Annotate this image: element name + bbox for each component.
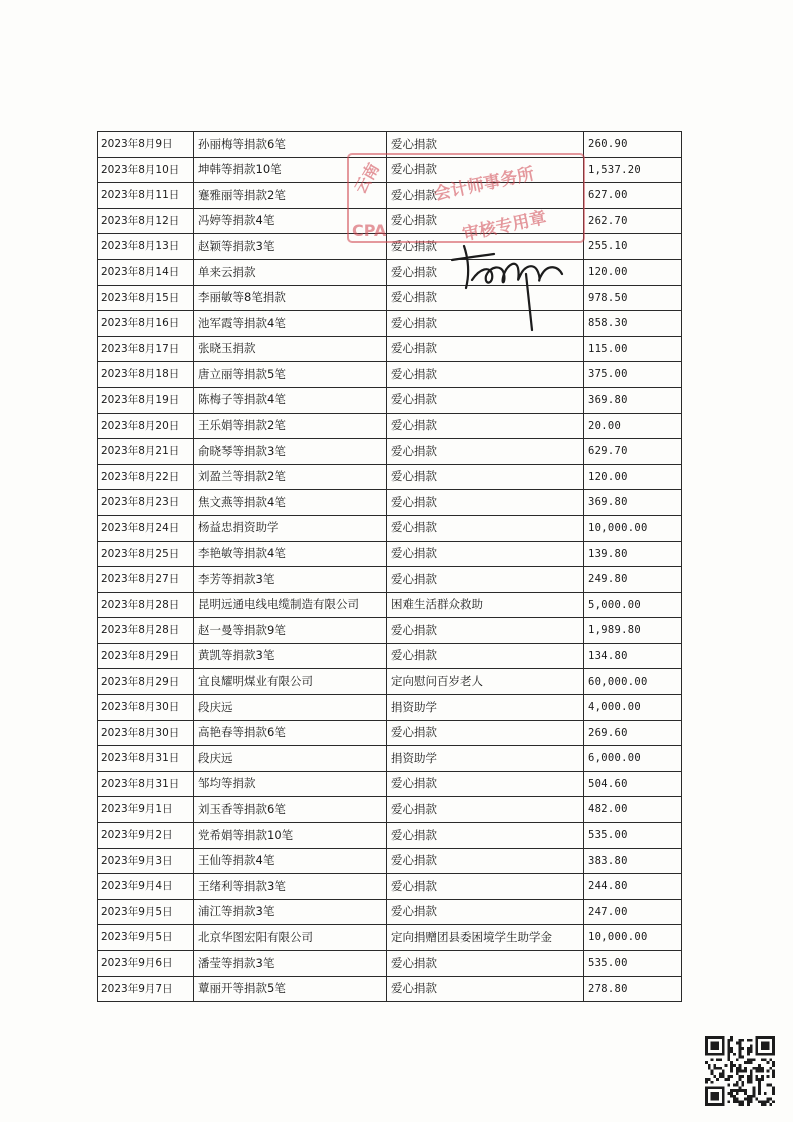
amount-cell: 249.80	[584, 567, 682, 593]
purpose-cell: 爱心捐款	[387, 951, 584, 977]
purpose-cell: 爱心捐款	[387, 336, 584, 362]
date-cell: 2023年8月12日	[98, 208, 194, 234]
table-row	[98, 259, 682, 285]
table-row	[98, 951, 682, 977]
amount-cell: 262.70	[584, 208, 682, 234]
table-row	[98, 515, 682, 541]
amount-cell: 369.80	[584, 387, 682, 413]
amount-cell: 255.10	[584, 234, 682, 260]
date-cell: 2023年8月18日	[98, 362, 194, 388]
table-row	[98, 157, 682, 183]
purpose-cell: 爱心捐款	[387, 643, 584, 669]
date-cell: 2023年8月21日	[98, 439, 194, 465]
purpose-cell: 爱心捐款	[387, 720, 584, 746]
amount-cell: 269.60	[584, 720, 682, 746]
purpose-cell: 捐资助学	[387, 746, 584, 772]
table-row	[98, 695, 682, 721]
purpose-cell: 爱心捐款	[387, 874, 584, 900]
amount-cell: 6,000.00	[584, 746, 682, 772]
table-row	[98, 848, 682, 874]
table-row	[98, 592, 682, 618]
donor-cell: 李丽敏等8笔捐款	[194, 285, 387, 311]
purpose-cell: 爱心捐款	[387, 541, 584, 567]
donor-cell: 张晓玉捐款	[194, 336, 387, 362]
date-cell: 2023年9月6日	[98, 951, 194, 977]
date-cell: 2023年8月29日	[98, 643, 194, 669]
purpose-cell: 爱心捐款	[387, 848, 584, 874]
stamp-text-bottom: 审核专用章	[460, 207, 549, 246]
table-row	[98, 567, 682, 593]
donor-cell: 赵一曼等捐款9笔	[194, 618, 387, 644]
donor-cell: 杨益忠捐资助学	[194, 515, 387, 541]
date-cell: 2023年8月16日	[98, 311, 194, 337]
date-cell: 2023年9月2日	[98, 823, 194, 849]
amount-cell: 629.70	[584, 439, 682, 465]
date-cell: 2023年9月7日	[98, 976, 194, 1002]
purpose-cell: 爱心捐款	[387, 899, 584, 925]
ledger-body	[98, 132, 682, 1002]
date-cell: 2023年8月13日	[98, 234, 194, 260]
amount-cell: 139.80	[584, 541, 682, 567]
amount-cell: 504.60	[584, 771, 682, 797]
donor-cell: 王乐娟等捐款2笔	[194, 413, 387, 439]
donor-cell: 坤韩等捐款10笔	[194, 157, 387, 183]
amount-cell: 4,000.00	[584, 695, 682, 721]
amount-cell: 535.00	[584, 823, 682, 849]
amount-cell: 134.80	[584, 643, 682, 669]
table-row	[98, 362, 682, 388]
donor-cell: 浦江等捐款3笔	[194, 899, 387, 925]
purpose-cell: 定向捐赠团县委困境学生助学金	[387, 925, 584, 951]
donor-cell: 王绪利等捐款3笔	[194, 874, 387, 900]
date-cell: 2023年8月24日	[98, 515, 194, 541]
table-row	[98, 976, 682, 1002]
table-row	[98, 541, 682, 567]
purpose-cell: 爱心捐款	[387, 413, 584, 439]
table-row	[98, 925, 682, 951]
donor-cell: 单来云捐款	[194, 259, 387, 285]
donor-cell: 蹇雅丽等捐款2笔	[194, 183, 387, 209]
date-cell: 2023年9月1日	[98, 797, 194, 823]
amount-cell: 115.00	[584, 336, 682, 362]
date-cell: 2023年9月4日	[98, 874, 194, 900]
purpose-cell: 爱心捐款	[387, 490, 584, 516]
purpose-cell: 爱心捐款	[387, 567, 584, 593]
table-row	[98, 643, 682, 669]
amount-cell: 375.00	[584, 362, 682, 388]
amount-cell: 482.00	[584, 797, 682, 823]
purpose-cell: 爱心捐款	[387, 464, 584, 490]
date-cell: 2023年8月28日	[98, 592, 194, 618]
purpose-cell: 爱心捐款	[387, 157, 584, 183]
date-cell: 2023年9月5日	[98, 925, 194, 951]
stamp-text-cpa: CPA	[352, 221, 387, 240]
table-row	[98, 771, 682, 797]
table-row	[98, 311, 682, 337]
table-row	[98, 439, 682, 465]
date-cell: 2023年8月9日	[98, 132, 194, 158]
amount-cell: 383.80	[584, 848, 682, 874]
donor-cell: 俞晓琴等捐款3笔	[194, 439, 387, 465]
table-row	[98, 234, 682, 260]
date-cell: 2023年8月28日	[98, 618, 194, 644]
amount-cell: 10,000.00	[584, 515, 682, 541]
donor-cell: 邹均等捐款	[194, 771, 387, 797]
amount-cell: 247.00	[584, 899, 682, 925]
donor-cell: 宜良耀明煤业有限公司	[194, 669, 387, 695]
donor-cell: 刘盈兰等捐款2笔	[194, 464, 387, 490]
date-cell: 2023年9月5日	[98, 899, 194, 925]
date-cell: 2023年8月30日	[98, 695, 194, 721]
purpose-cell: 爱心捐款	[387, 208, 584, 234]
table-row	[98, 823, 682, 849]
donor-cell: 赵颖等捐款3笔	[194, 234, 387, 260]
date-cell: 2023年8月30日	[98, 720, 194, 746]
purpose-cell: 爱心捐款	[387, 771, 584, 797]
donation-ledger-table	[97, 131, 682, 1002]
table-row	[98, 132, 682, 158]
donor-cell: 焦文燕等捐款4笔	[194, 490, 387, 516]
purpose-cell: 爱心捐款	[387, 183, 584, 209]
donor-cell: 段庆远	[194, 746, 387, 772]
donor-cell: 党希娟等捐款10笔	[194, 823, 387, 849]
table-row	[98, 183, 682, 209]
amount-cell: 858.30	[584, 311, 682, 337]
donor-cell: 池军霞等捐款4笔	[194, 311, 387, 337]
date-cell: 2023年8月25日	[98, 541, 194, 567]
amount-cell: 535.00	[584, 951, 682, 977]
donor-cell: 段庆远	[194, 695, 387, 721]
purpose-cell: 定向慰问百岁老人	[387, 669, 584, 695]
amount-cell: 244.80	[584, 874, 682, 900]
donor-cell: 刘玉香等捐款6笔	[194, 797, 387, 823]
amount-cell: 260.90	[584, 132, 682, 158]
date-cell: 2023年8月27日	[98, 567, 194, 593]
date-cell: 2023年8月20日	[98, 413, 194, 439]
purpose-cell: 爱心捐款	[387, 285, 584, 311]
qr-code	[705, 1036, 775, 1106]
donor-cell: 黄凯等捐款3笔	[194, 643, 387, 669]
date-cell: 2023年8月22日	[98, 464, 194, 490]
amount-cell: 369.80	[584, 490, 682, 516]
table-row	[98, 208, 682, 234]
date-cell: 2023年8月11日	[98, 183, 194, 209]
table-row	[98, 874, 682, 900]
purpose-cell: 爱心捐款	[387, 387, 584, 413]
date-cell: 2023年9月3日	[98, 848, 194, 874]
table-row	[98, 387, 682, 413]
amount-cell: 120.00	[584, 464, 682, 490]
amount-cell: 627.00	[584, 183, 682, 209]
amount-cell: 20.00	[584, 413, 682, 439]
purpose-cell: 爱心捐款	[387, 259, 584, 285]
table-row	[98, 464, 682, 490]
date-cell: 2023年8月10日	[98, 157, 194, 183]
purpose-cell: 爱心捐款	[387, 618, 584, 644]
donor-cell: 李芳等捐款3笔	[194, 567, 387, 593]
table-row	[98, 797, 682, 823]
date-cell: 2023年8月23日	[98, 490, 194, 516]
donor-cell: 高艳春等捐款6笔	[194, 720, 387, 746]
date-cell: 2023年8月17日	[98, 336, 194, 362]
amount-cell: 5,000.00	[584, 592, 682, 618]
date-cell: 2023年8月15日	[98, 285, 194, 311]
amount-cell: 10,000.00	[584, 925, 682, 951]
donor-cell: 北京华图宏阳有限公司	[194, 925, 387, 951]
stamp-text-top: 会计师事务所	[432, 164, 537, 205]
purpose-cell: 爱心捐款	[387, 976, 584, 1002]
table-row	[98, 720, 682, 746]
purpose-cell: 爱心捐款	[387, 797, 584, 823]
date-cell: 2023年8月14日	[98, 259, 194, 285]
purpose-cell: 爱心捐款	[387, 311, 584, 337]
donor-cell: 陈梅子等捐款4笔	[194, 387, 387, 413]
donor-cell: 王仙等捐款4笔	[194, 848, 387, 874]
amount-cell: 60,000.00	[584, 669, 682, 695]
purpose-cell: 爱心捐款	[387, 515, 584, 541]
purpose-cell: 爱心捐款	[387, 823, 584, 849]
table-row	[98, 746, 682, 772]
purpose-cell: 捐资助学	[387, 695, 584, 721]
amount-cell: 978.50	[584, 285, 682, 311]
table-row	[98, 413, 682, 439]
date-cell: 2023年8月31日	[98, 771, 194, 797]
date-cell: 2023年8月31日	[98, 746, 194, 772]
table-row	[98, 669, 682, 695]
table-row	[98, 285, 682, 311]
purpose-cell: 爱心捐款	[387, 234, 584, 260]
table-row	[98, 899, 682, 925]
purpose-cell: 爱心捐款	[387, 439, 584, 465]
purpose-cell: 爱心捐款	[387, 132, 584, 158]
donor-cell: 唐立丽等捐款5笔	[194, 362, 387, 388]
donor-cell: 李艳敏等捐款4笔	[194, 541, 387, 567]
donor-cell: 潘莹等捐款3笔	[194, 951, 387, 977]
donor-cell: 蕈丽开等捐款5笔	[194, 976, 387, 1002]
amount-cell: 278.80	[584, 976, 682, 1002]
stamp-text-top-left: 云南	[350, 159, 383, 197]
table-row	[98, 336, 682, 362]
amount-cell: 1,989.80	[584, 618, 682, 644]
donor-cell: 孙丽梅等捐款6笔	[194, 132, 387, 158]
purpose-cell: 困难生活群众救助	[387, 592, 584, 618]
amount-cell: 1,537.20	[584, 157, 682, 183]
donor-cell: 冯婷等捐款4笔	[194, 208, 387, 234]
date-cell: 2023年8月29日	[98, 669, 194, 695]
donor-cell: 昆明远通电线电缆制造有限公司	[194, 592, 387, 618]
table-row	[98, 490, 682, 516]
date-cell: 2023年8月19日	[98, 387, 194, 413]
table-row	[98, 618, 682, 644]
purpose-cell: 爱心捐款	[387, 362, 584, 388]
amount-cell: 120.00	[584, 259, 682, 285]
